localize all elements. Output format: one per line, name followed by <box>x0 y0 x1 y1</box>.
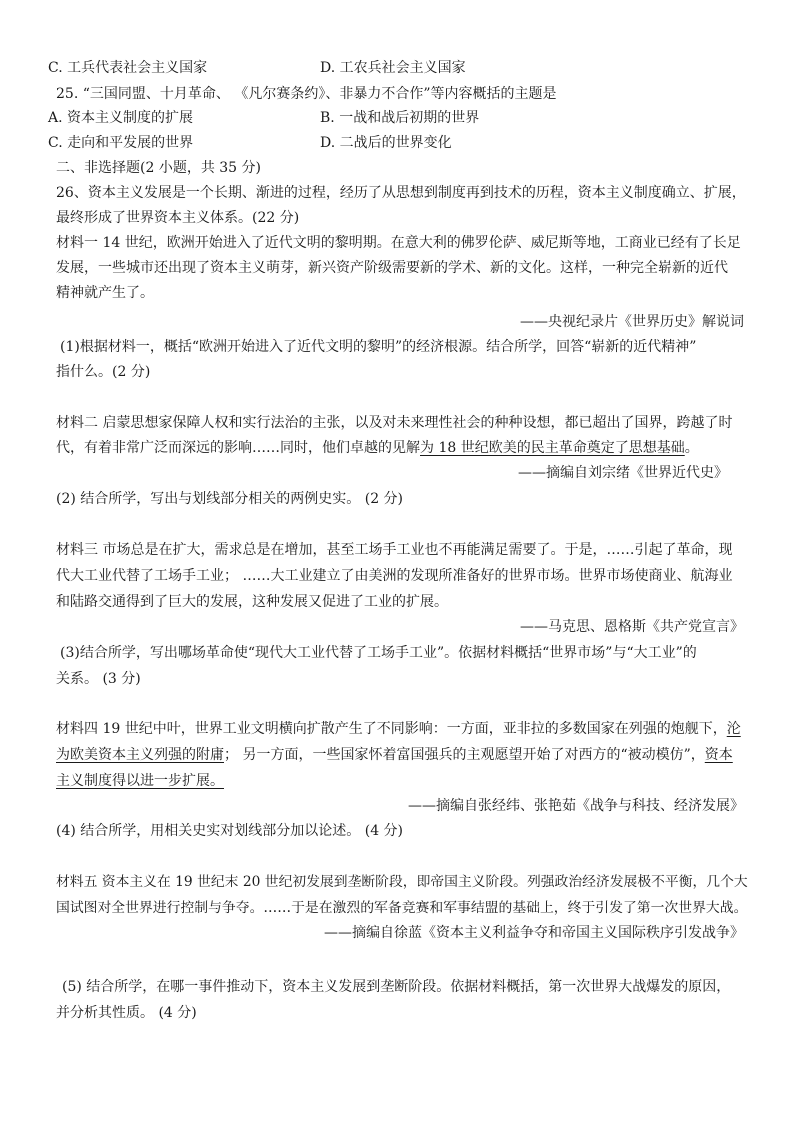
option-24-c: C. 工兵代表社会主义国家 <box>48 60 208 76</box>
question-26-intro: 26、资本主义发展是一个长期、渐进的过程，经历了从思想到制度再到技术的历程，资本主义制度确立、扩展， <box>56 185 746 201</box>
material-3-source: ——马克思、恩格斯《共产党宣言》 <box>520 619 744 635</box>
underlined-phrase: 为欧美资本主义列强的附庸 <box>56 747 224 763</box>
underlined-phrase: 为 18 世纪欧美的民主革命奠定了思想基础 <box>420 440 685 456</box>
material-4-source: ——摘编自张经纬、张艳茹《战争与科技、经济发展》 <box>408 798 744 814</box>
option-25-c: C. 走向和平发展的世界 <box>48 135 194 151</box>
sub-question-5: 并分析其性质。 (4 分) <box>56 1005 197 1021</box>
material-2: 材料二 启蒙思想家保障人权和实行法治的主张，以及对未来理性社会的种种设想，都已超出了国界，跨越了时 <box>56 415 733 431</box>
material-1: 材料一 14 世纪，欧洲开始进入了近代文明的黎明期。在意大利的佛罗伦萨、威尼斯等地，工商业已经有了长足 <box>56 235 741 251</box>
material-3: 代大工业代替了工场手工业； ……大工业建立了由美洲的发现所准备好的世界市场。世界市场使商业、航海业 <box>56 568 733 584</box>
underlined-phrase: 沦 <box>726 721 741 737</box>
option-24-d: D. 工农兵社会主义国家 <box>320 60 466 76</box>
sub-question-5: (5) 结合所学，在哪一事件推动下，资本主义发展到垄断阶段。依据材料概括，第一次世界大战爆发的原因， <box>62 979 731 995</box>
sub-question-1: 指什么。(2 分) <box>56 364 151 380</box>
sub-question-3: 关系。 (3 分) <box>56 671 141 687</box>
material-4 <box>56 719 741 739</box>
material-2-text: 。 <box>684 440 699 456</box>
material-2-source: ——摘编自刘宗绪《世界近代史》 <box>518 465 728 481</box>
material-1-source: ——央视纪录片《世界历史》解说词 <box>520 314 744 330</box>
option-25-a: A. 资本主义制度的扩展 <box>48 110 194 126</box>
section-heading: 二、非选择题(2 小题，共 35 分) <box>56 160 261 176</box>
question-26-intro: 最终形成了世界资本主义体系。(22 分) <box>56 210 300 226</box>
option-25-b: B. 一战和战后初期的世界 <box>320 110 480 126</box>
material-1: 发展，一些城市还出现了资本主义萌芽，新兴资产阶级需要新的学术、新的文化。这样，一种完全崭新的近代 <box>56 260 728 276</box>
sub-question-4: (4) 结合所学，用相关史实对划线部分加以论述。 (4 分) <box>56 823 404 839</box>
material-5: 材料五 资本主义在 19 世纪末 20 世纪初发展到垄断阶段，即帝国主义阶段。列强政治经济发展极不平衡，几个大 <box>56 874 748 890</box>
sub-question-1: (1)根据材料一，概括“欧洲开始进入了近代文明的黎明”的经济根源。结合所学，回答“崭新的近代精神” <box>60 339 697 355</box>
material-2-text: 代，有着非常广泛而深远的影响……同时，他们卓越的见解 <box>56 440 420 456</box>
sub-question-3: (3)结合所学，写出哪场革命使“现代大工业代替了工场手工业”。依据材料概括“世界市场”与“大工业”的 <box>60 645 697 661</box>
underlined-phrase: 资本 <box>704 747 733 763</box>
material-4 <box>56 745 733 765</box>
material-1: 精神就产生了。 <box>56 285 154 301</box>
material-3: 和陆路交通得到了巨大的发展，这种发展又促进了工业的扩展。 <box>56 594 448 610</box>
underlined-phrase: 主义制度得以进一步扩展。 <box>56 773 224 789</box>
material-5-source: ——摘编自徐蓝《资本主义利益争夺和帝国主义国际秩序引发战争》 <box>324 925 744 941</box>
material-3: 材料三 市场总是在扩大，需求总是在增加，甚至工场手工业也不再能满足需要了。于是，……引起了革命，现 <box>56 542 733 558</box>
material-5: 国试图对全世界进行控制与争夺。……于是在激烈的军备竞赛和军事结盟的基础上，终于引发了第一次世界大战。 <box>56 900 748 916</box>
material-4-text: 材料四 19 世纪中叶，世界工业文明横向扩散产生了不同影响：一方面，亚非拉的多数国家在列强的炮舰下， <box>56 721 727 737</box>
question-25-stem: 25. “三国同盟、十月革命、 《凡尔赛条约》、非暴力不合作”等内容概括的主题是 <box>56 86 557 102</box>
material-4 <box>56 771 224 791</box>
option-25-d: D. 二战后的世界变化 <box>320 135 452 151</box>
material-4-text: ； 另一方面，一些国家怀着富国强兵的主观愿望开始了对西方的“被动模仿”， <box>224 747 705 763</box>
sub-question-2: (2) 结合所学，写出与划线部分相关的两例史实。 (2 分) <box>56 491 404 507</box>
material-2 <box>56 438 699 458</box>
